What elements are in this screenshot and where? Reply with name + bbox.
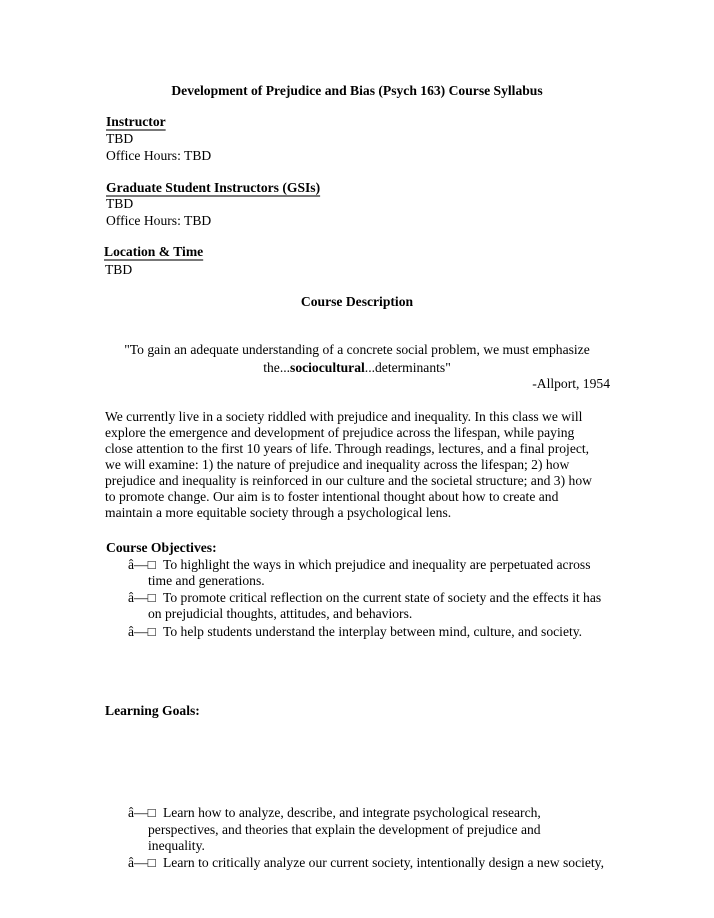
quote-line-1: "To gain an adequate understanding of a concrete social problem, we must emphasize xyxy=(124,342,590,357)
objective-item-3-line-1: To help students understand the interplay between mind, culture, and society. xyxy=(163,624,583,639)
instructor-heading: Instructor xyxy=(106,114,166,129)
goal-bullet-icon: â—□ xyxy=(128,805,156,820)
paragraph-line: we will examine: 1) the nature of prejudice and inequality across the lifespan; 2) how xyxy=(105,457,570,472)
goal-item-1-line-2: perspectives, and theories that explain the development of prejudice and xyxy=(148,822,541,837)
objective-item-1-line-2: time and generations. xyxy=(148,573,265,588)
objective-bullet-icon: â—□ xyxy=(128,590,156,605)
objective-bullet-icon: â—□ xyxy=(128,624,156,639)
quote-emphasis: sociocultural xyxy=(290,360,365,375)
gsi-name: TBD xyxy=(106,196,134,211)
gsi-office-hours: Office Hours: TBD xyxy=(106,213,212,228)
goal-item-2-line-1: Learn to critically analyze our current society, intentionally design a new society, xyxy=(163,855,604,870)
objective-item-2-line-1: To promote critical reflection on the current state of society and the effects it has xyxy=(163,590,602,605)
instructor-name: TBD xyxy=(106,131,134,146)
quote-line-2-post: ...determinants" xyxy=(364,360,451,375)
objective-item-1-line-1: To highlight the ways in which prejudice and inequality are perpetuated across xyxy=(163,557,591,572)
page-title: Development of Prejudice and Bias (Psych 163) Course Syllabus xyxy=(171,83,543,98)
paragraph-line: explore the emergence and development of prejudice across the lifespan, while paying xyxy=(105,425,575,440)
instructor-office-hours: Office Hours: TBD xyxy=(106,148,212,163)
quote-line-2-pre: the... xyxy=(263,360,291,375)
goal-item-1-line-1: Learn how to analyze, describe, and integrate psychological research, xyxy=(163,805,541,820)
location-value: TBD xyxy=(105,262,133,277)
quote-attribution: -Allport, 1954 xyxy=(532,376,610,391)
gsi-heading: Graduate Student Instructors (GSIs) xyxy=(106,180,321,195)
objectives-heading: Course Objectives: xyxy=(106,540,217,555)
location-heading: Location & Time xyxy=(104,244,204,259)
paragraph-line: prejudice and inequality is reinforced in our culture and the societal structure; and 3) how xyxy=(105,473,592,488)
paragraph-line: We currently live in a society riddled with prejudice and inequality. In this class we will xyxy=(105,409,583,424)
objective-item-2-line-2: on prejudicial thoughts, attitudes, and behaviors. xyxy=(148,606,413,621)
objective-bullet-icon: â—□ xyxy=(128,557,156,572)
paragraph-line: to promote change. Our aim is to foster intentional thought about how to create and xyxy=(105,489,559,504)
paragraph-line: close attention to the first 10 years of life. Through readings, lectures, and a final project, xyxy=(105,441,590,456)
learning-goals-heading: Learning Goals: xyxy=(105,703,200,718)
goal-bullet-icon: â—□ xyxy=(128,855,156,870)
goal-item-1-line-3: inequality. xyxy=(148,838,205,853)
paragraph-line: maintain a more equitable society through a psychological lens. xyxy=(105,505,452,520)
course-description-heading: Course Description xyxy=(300,294,414,309)
quote-line-2 xyxy=(0,360,714,376)
